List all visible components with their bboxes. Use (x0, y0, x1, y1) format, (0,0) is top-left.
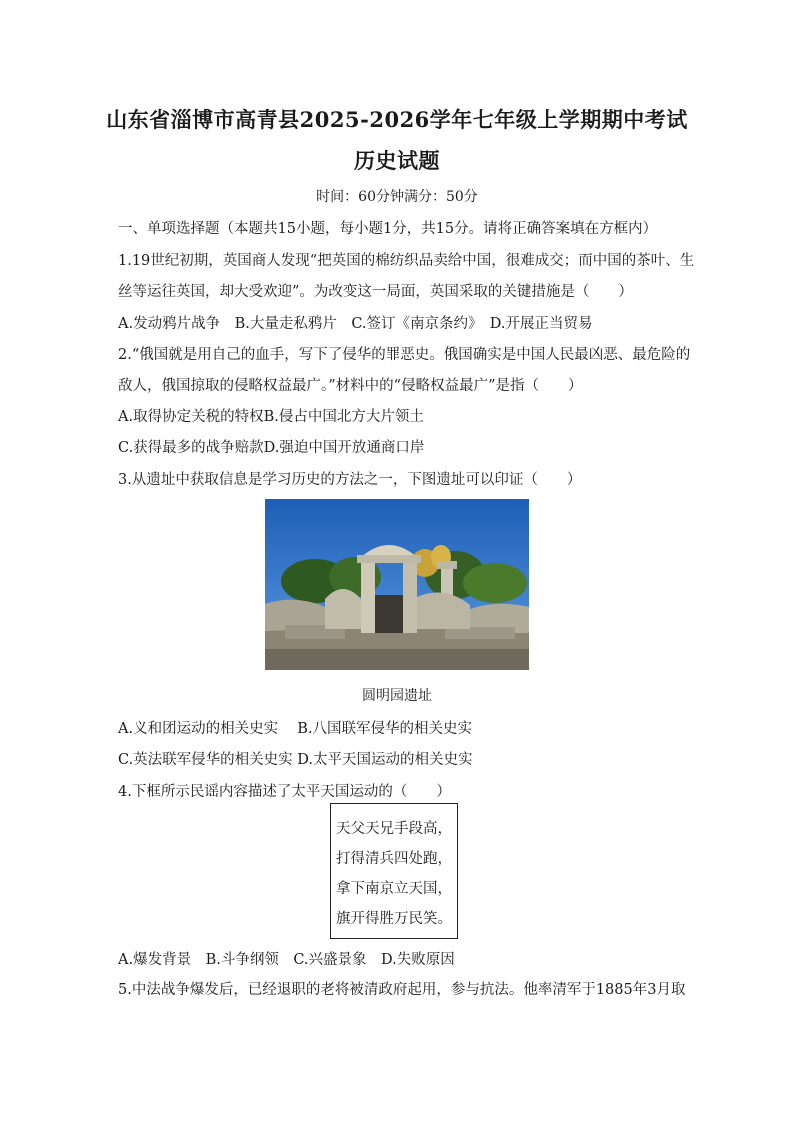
question-2-options-ab: A.取得协定关税的特权B.侵占中国北方大片领土 (118, 409, 424, 425)
rhyme-line: 打得清兵四处跑， (336, 851, 452, 867)
question-2-options-cd: C.获得最多的战争赔款D.强迫中国开放通商口岸 (118, 440, 425, 456)
folk-rhyme-box (330, 803, 458, 939)
question-1-text: 1.19世纪初期，英国商人发现“把英国的棉纺织品卖给中国，很难成交；而中国的茶叶、生 (118, 253, 695, 269)
exam-title: 山东省淄博市高青县2025-2026学年七年级上学期期中考试 (106, 107, 688, 132)
question-5-text: 5.中法战争爆发后，已经退职的老将被清政府起用，参与抗法。他率清军于1885年3月取 (118, 982, 686, 998)
question-3-options-ab: A.义和团运动的相关史实 B.八国联军侵华的相关史实 (118, 721, 472, 737)
question-4-options: A.爆发背景 B.斗争纲领 C.兴盛景象 D.失败原因 (118, 952, 455, 968)
ruins-photo (265, 499, 529, 670)
photo-caption: 圆明园遗址 (362, 688, 432, 704)
rhyme-line: 天父天兄手段高， (336, 821, 452, 837)
exam-subtitle: 历史试题 (354, 148, 440, 173)
question-3-text: 3.从遗址中获取信息是学习历史的方法之一，下图遗址可以印证（ ） (118, 472, 582, 488)
question-3-options-cd: C.英法联军侵华的相关史实 D.太平天国运动的相关史实 (118, 752, 473, 768)
exam-meta: 时间：60分钟满分：50分 (316, 189, 478, 205)
question-2-text: 2.“俄国就是用自己的血手，写下了侵华的罪恶史。俄国确实是中国人民最凶恶、最危险的 (118, 347, 691, 363)
rhyme-line: 旗开得胜万民笑。 (336, 911, 452, 927)
section-heading: 一、单项选择题（本题共15小题，每小题1分，共15分。请将正确答案填在方框内） (118, 221, 658, 237)
rhyme-line: 拿下南京立天国， (336, 881, 452, 897)
question-2-text-cont: 敌人，俄国掠取的侵略权益最广。”材料中的“侵略权益最广”是指（ ） (118, 378, 583, 394)
question-4-text: 4.下框所示民谣内容描述了太平天国运动的（ ） (118, 784, 451, 800)
question-1-options: A.发动鸦片战争 B.大量走私鸦片 C.签订《南京条约》 D.开展正当贸易 (118, 316, 593, 332)
question-1-text-cont: 丝等运往英国，却大受欢迎”。为改变这一局面，英国采取的关键措施是（ ） (118, 284, 633, 300)
